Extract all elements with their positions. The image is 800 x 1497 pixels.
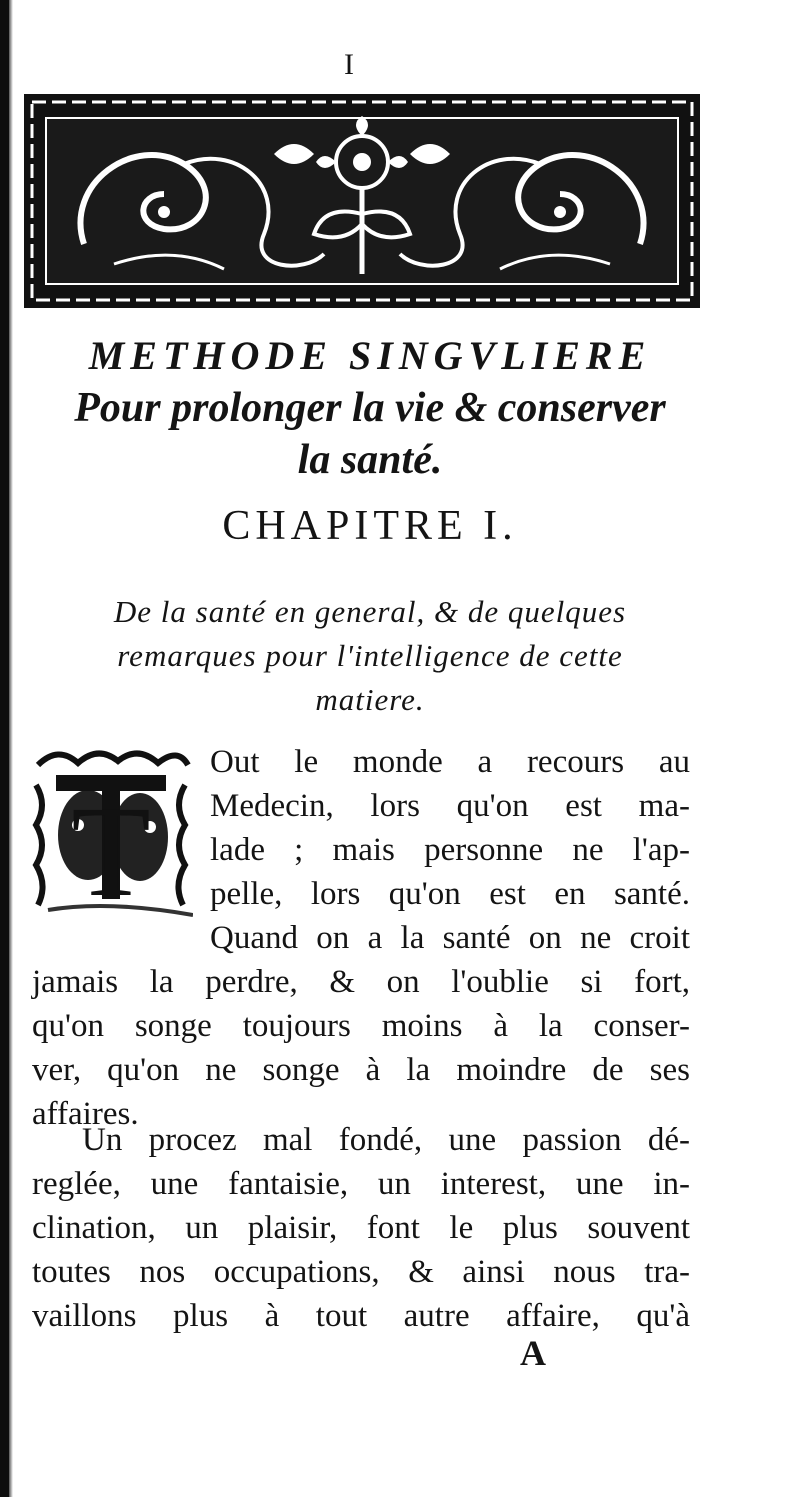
text-line: vaillons plus à tout autre affaire, qu'à xyxy=(32,1298,690,1334)
chapter-subtitle-line: De la santé en general, & de quelques xyxy=(113,594,627,629)
book-spine-edge xyxy=(9,0,13,1497)
title-line-3: la santé. xyxy=(297,437,443,483)
text-line: jamais la perdre, & on l'oublie si fort, xyxy=(32,964,690,1000)
text-line: toutes nos occupations, & ainsi nous tra- xyxy=(32,1254,690,1290)
decorated-initial-t-icon xyxy=(28,745,193,921)
catchword: A xyxy=(520,1333,546,1373)
text-line: affaires. xyxy=(32,1096,139,1132)
chapter-subtitle-line: matiere. xyxy=(315,682,425,717)
text-line: Quand on a la santé on ne croit xyxy=(210,920,690,956)
title-line-2: Pour prolonger la vie & conserver xyxy=(74,385,666,431)
svg-text:T: T xyxy=(71,780,151,921)
text-line: lade ; mais personne ne l'ap- xyxy=(210,832,690,868)
text-line: Out le monde a recours au xyxy=(210,744,690,780)
text-line: ver, qu'on ne songe à la moindre de ses xyxy=(32,1052,690,1088)
text-line: qu'on songe toujours moins à la conser- xyxy=(32,1008,690,1044)
text-line: Medecin, lors qu'on est ma- xyxy=(210,788,690,824)
floral-ornament-headpiece-icon xyxy=(24,94,700,308)
book-title xyxy=(20,330,720,486)
chapter-subtitle-line: remarques pour l'intelligence de cette xyxy=(117,638,623,673)
text-line: reglée, une fantaisie, un interest, une in- xyxy=(32,1166,690,1202)
chapter-heading: CHAPITRE I. xyxy=(222,503,518,549)
text-line: clination, un plaisir, font le plus souvent xyxy=(32,1210,690,1246)
title-line-1: METHODE SINGVLIERE xyxy=(88,333,652,378)
text-line: pelle, lors qu'on est en santé. xyxy=(210,876,690,912)
page-number: I xyxy=(344,48,354,81)
book-spine-shadow xyxy=(0,0,9,1497)
chapter-subtitle xyxy=(20,590,720,722)
text-line: Un procez mal fondé, une passion dé- xyxy=(82,1122,690,1158)
